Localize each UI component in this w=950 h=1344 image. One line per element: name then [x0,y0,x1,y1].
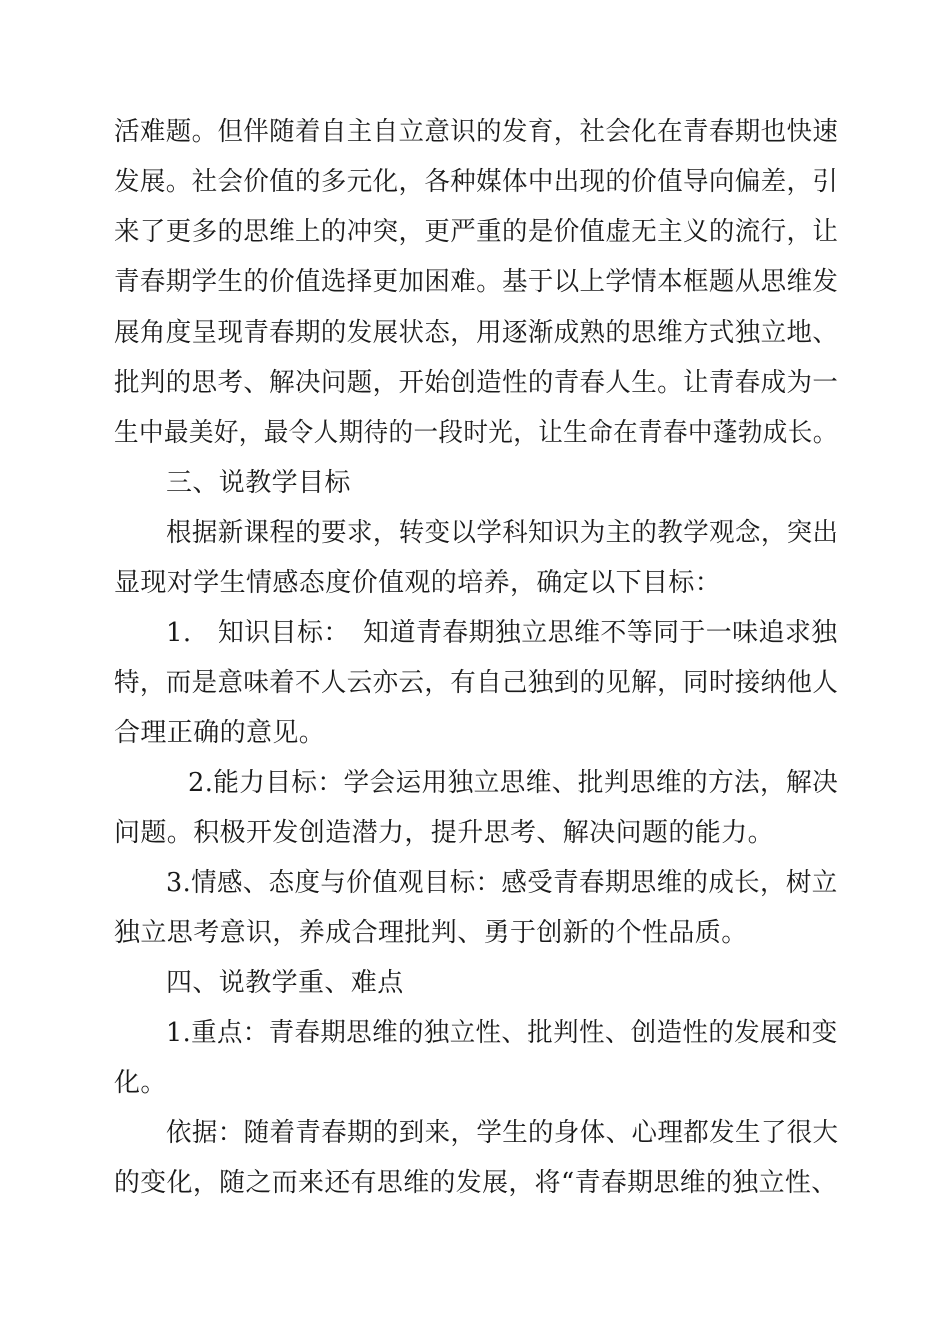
text-line: 化。 [114,1068,167,1098]
section-heading: 四、说教学重、难点 [166,968,404,998]
text-line: 来了更多的思维上的冲突，更严重的是价值虚无主义的流行，让 [114,217,839,247]
text-line: 问题。积极开发创造潜力，提升思考、解决问题的能力。 [114,818,775,848]
list-item: 1. 知识目标： 知道青春期独立思维不等同于一味追求独 [166,618,838,648]
text-line: 根据新课程的要求，转变以学科知识为主的教学观念，突出 [166,518,839,548]
text-line: 生中最美好，最令人期待的一段时光，让生命在青春中蓬勃成长。 [114,418,838,448]
list-item: 1.重点：青春期思维的独立性、批判性、创造性的发展和变 [166,1018,838,1048]
text-line: 发展。社会价值的多元化，各种媒体中出现的价值导向偏差，引 [114,167,839,197]
section-heading: 三、说教学目标 [166,468,351,498]
text-line: 的变化，随之而来还有思维的发展，将“青春期思维的独立性、 [114,1168,838,1198]
text-line: 展角度呈现青春期的发展状态，用逐渐成熟的思维方式独立地、 [114,318,839,348]
text-line: 特，而是意味着不人云亦云，有自己独到的见解，同时接纳他人 [114,668,839,698]
list-item: 3.情感、态度与价值观目标：感受青春期思维的成长，树立 [166,868,838,898]
text-line: 依据：随着青春期的到来，学生的身体、心理都发生了很大 [166,1118,839,1148]
text-line: 合理正确的意见。 [114,718,326,748]
text-line: 独立思考意识，养成合理批判、勇于创新的个性品质。 [114,918,748,948]
text-line: 青春期学生的价值选择更加困难。基于以上学情本框题从思维发 [114,267,839,297]
text-line: 显现对学生情感态度价值观的培养，确定以下目标： [114,568,722,598]
text-line: 活难题。但伴随着自主自立意识的发育，社会化在青春期也快速 [114,117,839,147]
text-line: 批判的思考、解决问题，开始创造性的青春人生。让青春成为一 [114,368,839,398]
list-item: 2.能力目标：学会运用独立思维、批判思维的方法，解决 [188,768,839,798]
